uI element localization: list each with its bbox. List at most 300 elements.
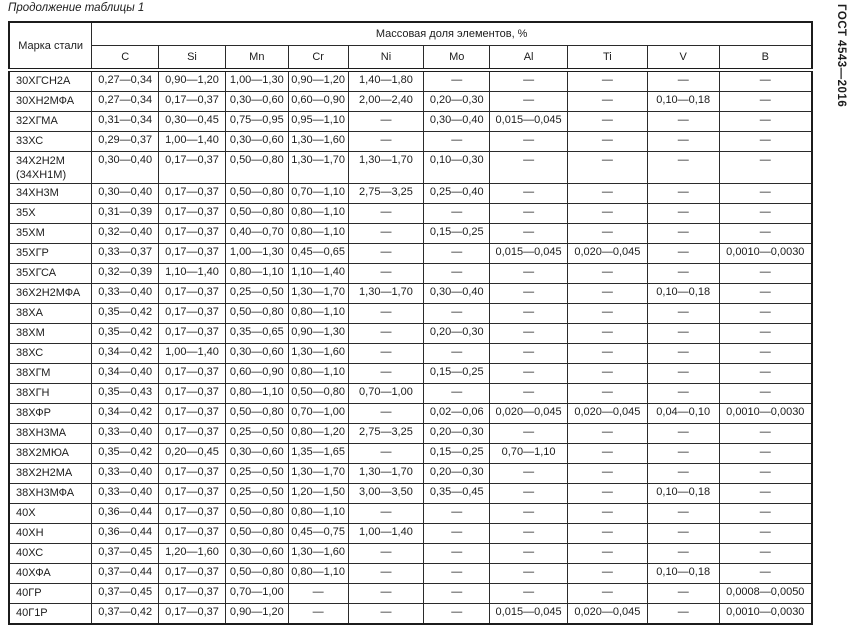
table-header-row-group (9, 22, 812, 46)
composition-value-cell: 0,90—1,20 (225, 604, 288, 625)
composition-value-cell: 0,20—0,30 (424, 424, 490, 444)
composition-value-cell: — (348, 604, 424, 625)
composition-value-cell: 0,50—0,80 (288, 384, 348, 404)
composition-value-cell: — (348, 404, 424, 424)
composition-value-cell: 0,015—0,045 (490, 604, 568, 625)
composition-value-cell: — (567, 424, 647, 444)
steel-grade-name: 34Х2Н2М (16, 155, 65, 167)
composition-value-cell: 0,20—0,45 (159, 444, 226, 464)
composition-value-cell: 0,17—0,37 (159, 152, 226, 184)
composition-value-cell: — (719, 324, 812, 344)
steel-grade-cell (9, 604, 92, 625)
composition-value-cell: 0,60—0,90 (288, 92, 348, 112)
composition-value-cell: 0,80—1,10 (225, 384, 288, 404)
composition-value-cell: — (647, 244, 719, 264)
steel-grade-name: 32ХГМА (16, 115, 58, 127)
table-row (9, 504, 812, 524)
composition-value-cell: — (490, 504, 568, 524)
composition-value-cell: 0,30—0,40 (424, 284, 490, 304)
composition-value-cell: 1,40—1,80 (348, 70, 424, 92)
composition-value-cell: 0,80—1,10 (288, 504, 348, 524)
composition-value-cell: — (348, 112, 424, 132)
composition-value-cell: 0,50—0,80 (225, 524, 288, 544)
composition-value-cell: 0,0010—0,0030 (719, 404, 812, 424)
composition-value-cell: 0,50—0,80 (225, 504, 288, 524)
composition-value-cell: — (567, 444, 647, 464)
composition-value-cell: — (647, 424, 719, 444)
steel-grade-name: 30ХГСН2А (16, 75, 71, 87)
composition-value-cell: — (490, 184, 568, 204)
steel-grade-cell (9, 444, 92, 464)
composition-value-cell: — (490, 584, 568, 604)
composition-value-cell: 0,35—0,45 (424, 484, 490, 504)
composition-value-cell: — (490, 304, 568, 324)
composition-value-cell: 0,30—0,60 (225, 132, 288, 152)
composition-value-cell: 0,27—0,34 (92, 70, 159, 92)
composition-value-cell: 0,34—0,40 (92, 364, 159, 384)
table-header (9, 22, 812, 70)
composition-value-cell: — (490, 264, 568, 284)
composition-value-cell: 0,40—0,70 (225, 224, 288, 244)
steel-grade-name: 38ХН3МФА (16, 487, 75, 499)
steel-composition-table (8, 21, 813, 625)
steel-grade-name: 38ХГН (16, 387, 50, 399)
composition-value-cell: — (647, 70, 719, 92)
column-header-element: Si (159, 46, 226, 71)
column-header-element: Ti (567, 46, 647, 71)
composition-value-cell: — (490, 464, 568, 484)
steel-grade-name: 40ХС (16, 547, 44, 559)
composition-value-cell: — (719, 152, 812, 184)
composition-value-cell: — (567, 464, 647, 484)
composition-value-cell: — (348, 584, 424, 604)
steel-grade-cell (9, 344, 92, 364)
composition-value-cell: 0,80—1,10 (288, 204, 348, 224)
composition-value-cell: — (348, 564, 424, 584)
table-row (9, 264, 812, 284)
table-row (9, 204, 812, 224)
composition-value-cell: — (424, 564, 490, 584)
composition-value-cell: 0,30—0,40 (92, 152, 159, 184)
composition-value-cell: 0,90—1,30 (288, 324, 348, 344)
table-row (9, 404, 812, 424)
composition-value-cell: — (288, 584, 348, 604)
composition-value-cell: 1,30—1,60 (288, 344, 348, 364)
composition-value-cell: 1,10—1,40 (159, 264, 226, 284)
composition-value-cell: 1,00—1,40 (348, 524, 424, 544)
steel-grade-cell (9, 364, 92, 384)
composition-value-cell: 0,33—0,40 (92, 424, 159, 444)
composition-value-cell: 0,17—0,37 (159, 284, 226, 304)
steel-grade-name: 38Х2МЮА (16, 447, 69, 459)
composition-value-cell: — (719, 344, 812, 364)
composition-value-cell: — (647, 264, 719, 284)
table-row (9, 132, 812, 152)
composition-value-cell: 0,0008—0,0050 (719, 584, 812, 604)
composition-value-cell: 0,90—1,20 (288, 70, 348, 92)
table-row (9, 344, 812, 364)
composition-value-cell: 0,0010—0,0030 (719, 244, 812, 264)
composition-value-cell: — (719, 70, 812, 92)
composition-value-cell: 0,45—0,65 (288, 244, 348, 264)
column-header-element: Al (490, 46, 568, 71)
composition-value-cell: — (424, 264, 490, 284)
composition-value-cell: — (719, 304, 812, 324)
table-row (9, 244, 812, 264)
composition-value-cell: 1,00—1,30 (225, 70, 288, 92)
steel-grade-cell (9, 404, 92, 424)
composition-value-cell: — (567, 584, 647, 604)
composition-value-cell: — (348, 364, 424, 384)
composition-value-cell: — (490, 324, 568, 344)
column-header-element: V (647, 46, 719, 71)
composition-value-cell: 0,17—0,37 (159, 564, 226, 584)
composition-value-cell: — (348, 264, 424, 284)
composition-value-cell: 0,17—0,37 (159, 244, 226, 264)
composition-value-cell: 0,25—0,50 (225, 464, 288, 484)
composition-value-cell: 1,30—1,70 (288, 152, 348, 184)
composition-value-cell: — (567, 344, 647, 364)
composition-value-cell: — (490, 132, 568, 152)
composition-value-cell: 0,30—0,60 (225, 544, 288, 564)
table-header-row-elements (9, 46, 812, 71)
composition-value-cell: 0,75—0,95 (225, 112, 288, 132)
column-header-element: C (92, 46, 159, 71)
table-row (9, 424, 812, 444)
composition-value-cell: — (348, 204, 424, 224)
composition-value-cell: — (647, 112, 719, 132)
column-header-element: Cr (288, 46, 348, 71)
composition-value-cell: 1,20—1,60 (159, 544, 226, 564)
table-row (9, 544, 812, 564)
composition-value-cell: 0,30—0,40 (424, 112, 490, 132)
composition-value-cell: 0,35—0,42 (92, 304, 159, 324)
composition-value-cell: 0,20—0,30 (424, 464, 490, 484)
composition-value-cell: — (567, 484, 647, 504)
composition-value-cell: 1,30—1,70 (348, 284, 424, 304)
composition-value-cell: — (647, 344, 719, 364)
composition-value-cell: 0,17—0,37 (159, 604, 226, 625)
steel-grade-name: 34ХН3М (16, 187, 59, 199)
composition-value-cell: 0,35—0,43 (92, 384, 159, 404)
composition-value-cell: — (719, 284, 812, 304)
composition-value-cell: — (647, 604, 719, 625)
steel-grade-name: 40Г1Р (16, 607, 48, 619)
composition-value-cell: — (567, 264, 647, 284)
composition-value-cell: 1,00—1,40 (159, 344, 226, 364)
table-row (9, 464, 812, 484)
composition-value-cell: — (348, 132, 424, 152)
composition-value-cell: — (348, 504, 424, 524)
composition-value-cell: 0,17—0,37 (159, 424, 226, 444)
steel-grade-cell (9, 544, 92, 564)
composition-value-cell: — (567, 284, 647, 304)
steel-grade-cell (9, 184, 92, 204)
steel-grade-name: 38Х2Н2МА (16, 467, 73, 479)
composition-value-cell: — (567, 304, 647, 324)
steel-grade-cell (9, 464, 92, 484)
composition-value-cell: 1,20—1,50 (288, 484, 348, 504)
composition-value-cell: — (647, 544, 719, 564)
composition-value-cell: 0,37—0,44 (92, 564, 159, 584)
steel-grade-name: 38ХГМ (16, 367, 51, 379)
steel-grade-name: 38ХА (16, 307, 43, 319)
composition-value-cell: — (567, 204, 647, 224)
steel-grade-name: 40ГР (16, 587, 42, 599)
steel-grade-cell (9, 504, 92, 524)
composition-value-cell: 0,25—0,50 (225, 284, 288, 304)
composition-value-cell: 0,20—0,30 (424, 324, 490, 344)
composition-value-cell: 0,50—0,80 (225, 304, 288, 324)
steel-grade-cell (9, 304, 92, 324)
column-header-element: Mn (225, 46, 288, 71)
column-header-element: Ni (348, 46, 424, 71)
composition-value-cell: 0,34—0,42 (92, 404, 159, 424)
composition-value-cell: 0,30—0,60 (225, 344, 288, 364)
composition-value-cell: 0,17—0,37 (159, 92, 226, 112)
composition-value-cell: — (490, 564, 568, 584)
composition-value-cell: 0,32—0,40 (92, 224, 159, 244)
composition-value-cell: 0,17—0,37 (159, 364, 226, 384)
composition-value-cell: — (424, 604, 490, 625)
table-row (9, 112, 812, 132)
steel-grade-name: 38ХН3МА (16, 427, 67, 439)
composition-value-cell: 1,30—1,70 (348, 152, 424, 184)
composition-value-cell: 0,33—0,40 (92, 484, 159, 504)
composition-value-cell: 0,80—1,10 (288, 304, 348, 324)
composition-value-cell: — (719, 504, 812, 524)
composition-value-cell: 0,50—0,80 (225, 204, 288, 224)
table-row (9, 524, 812, 544)
composition-value-cell: — (647, 444, 719, 464)
steel-grade-cell (9, 284, 92, 304)
composition-value-cell: — (647, 324, 719, 344)
composition-value-cell: — (647, 524, 719, 544)
composition-value-cell: — (490, 204, 568, 224)
composition-value-cell: 0,33—0,40 (92, 464, 159, 484)
composition-value-cell: 0,10—0,18 (647, 92, 719, 112)
composition-value-cell: — (490, 384, 568, 404)
composition-value-cell: — (719, 384, 812, 404)
composition-value-cell: — (490, 364, 568, 384)
table-row (9, 444, 812, 464)
steel-grade-name: 35ХМ (16, 227, 45, 239)
composition-value-cell: — (719, 524, 812, 544)
steel-grade-name: 30ХН2МФА (16, 95, 75, 107)
table-row (9, 304, 812, 324)
composition-value-cell: 3,00—3,50 (348, 484, 424, 504)
composition-value-cell: 1,10—1,40 (288, 264, 348, 284)
composition-value-cell: — (719, 224, 812, 244)
column-header-element: B (719, 46, 812, 71)
composition-value-cell: 1,30—1,70 (348, 464, 424, 484)
composition-value-cell: 0,17—0,37 (159, 304, 226, 324)
composition-value-cell: 0,37—0,45 (92, 584, 159, 604)
steel-grade-cell (9, 384, 92, 404)
composition-value-cell: — (490, 544, 568, 564)
composition-value-cell: 0,70—1,10 (490, 444, 568, 464)
composition-value-cell: — (348, 344, 424, 364)
composition-value-cell: — (647, 152, 719, 184)
composition-value-cell: — (490, 152, 568, 184)
composition-value-cell: 0,04—0,10 (647, 404, 719, 424)
composition-value-cell: — (424, 384, 490, 404)
composition-value-cell: 0,37—0,42 (92, 604, 159, 625)
steel-grade-name: 36Х2Н2МФА (16, 287, 81, 299)
composition-value-cell: 0,15—0,25 (424, 444, 490, 464)
steel-grade-cell (9, 224, 92, 244)
composition-value-cell: — (567, 544, 647, 564)
composition-value-cell: — (490, 70, 568, 92)
composition-value-cell: — (567, 564, 647, 584)
steel-grade-alt-name: (34ХН1М) (16, 169, 67, 181)
steel-grade-cell (9, 324, 92, 344)
table-row (9, 604, 812, 625)
composition-value-cell: 0,020—0,045 (490, 404, 568, 424)
composition-value-cell: — (719, 544, 812, 564)
composition-value-cell: — (348, 324, 424, 344)
composition-value-cell: — (424, 244, 490, 264)
composition-value-cell: — (424, 544, 490, 564)
steel-grade-cell (9, 484, 92, 504)
table-continuation-title: Продолжение таблицы 1 (8, 2, 145, 14)
composition-value-cell: 0,70—1,00 (288, 404, 348, 424)
composition-value-cell: 0,17—0,37 (159, 484, 226, 504)
composition-value-cell: 0,20—0,30 (424, 92, 490, 112)
composition-value-cell: 0,30—0,60 (225, 444, 288, 464)
composition-value-cell: — (719, 112, 812, 132)
steel-grade-name: 40ХФА (16, 567, 51, 579)
composition-value-cell: — (490, 424, 568, 444)
composition-value-cell: 0,17—0,37 (159, 384, 226, 404)
composition-value-cell: — (567, 364, 647, 384)
steel-grade-cell (9, 564, 92, 584)
steel-grade-cell (9, 70, 92, 92)
composition-value-cell: 0,70—1,00 (225, 584, 288, 604)
steel-grade-cell (9, 132, 92, 152)
composition-value-cell: — (567, 92, 647, 112)
composition-value-cell: 0,80—1,10 (288, 564, 348, 584)
composition-value-cell: 1,35—1,65 (288, 444, 348, 464)
steel-grade-cell (9, 264, 92, 284)
composition-value-cell: 1,30—1,60 (288, 544, 348, 564)
composition-value-cell: 0,02—0,06 (424, 404, 490, 424)
composition-value-cell: — (719, 364, 812, 384)
table-row (9, 364, 812, 384)
steel-grade-name: 38ХФР (16, 407, 51, 419)
composition-value-cell: 0,37—0,45 (92, 544, 159, 564)
table-body (9, 70, 812, 624)
composition-value-cell: — (490, 484, 568, 504)
composition-value-cell: — (719, 92, 812, 112)
composition-value-cell: 0,45—0,75 (288, 524, 348, 544)
composition-value-cell: — (424, 524, 490, 544)
steel-grade-cell (9, 204, 92, 224)
composition-value-cell: 0,36—0,44 (92, 524, 159, 544)
table-row (9, 484, 812, 504)
composition-value-cell: 0,10—0,18 (647, 284, 719, 304)
composition-value-cell: 0,90—1,20 (159, 70, 226, 92)
composition-value-cell: 0,15—0,25 (424, 364, 490, 384)
column-header-elements-group: Массовая доля элементов, % (92, 22, 812, 46)
composition-value-cell: — (567, 184, 647, 204)
composition-value-cell: — (719, 204, 812, 224)
steel-grade-cell (9, 244, 92, 264)
composition-value-cell: 0,80—1,10 (288, 364, 348, 384)
composition-value-cell: 0,80—1,20 (288, 424, 348, 444)
steel-grade-name: 40Х (16, 507, 36, 519)
column-header-grade: Марка стали (9, 22, 92, 70)
table-row (9, 70, 812, 92)
composition-value-cell: — (490, 524, 568, 544)
composition-value-cell: — (567, 524, 647, 544)
table-row (9, 564, 812, 584)
composition-value-cell: 0,36—0,44 (92, 504, 159, 524)
composition-value-cell: — (567, 384, 647, 404)
composition-value-cell: — (647, 204, 719, 224)
composition-value-cell: — (719, 564, 812, 584)
composition-value-cell: — (719, 464, 812, 484)
document-code-vertical-label: ГОСТ 4543—2016 (835, 4, 847, 108)
composition-value-cell: 0,15—0,25 (424, 224, 490, 244)
composition-value-cell: 0,020—0,045 (567, 244, 647, 264)
composition-value-cell: 0,29—0,37 (92, 132, 159, 152)
composition-value-cell: — (288, 604, 348, 625)
composition-value-cell: 0,30—0,60 (225, 92, 288, 112)
composition-value-cell: 0,0010—0,0030 (719, 604, 812, 625)
composition-value-cell: — (490, 224, 568, 244)
steel-grade-name: 40ХН (16, 527, 44, 539)
composition-value-cell: 0,50—0,80 (225, 184, 288, 204)
composition-value-cell: 0,25—0,40 (424, 184, 490, 204)
composition-value-cell: 0,35—0,42 (92, 324, 159, 344)
composition-value-cell: 2,75—3,25 (348, 184, 424, 204)
composition-value-cell: 1,00—1,30 (225, 244, 288, 264)
composition-value-cell: 0,50—0,80 (225, 152, 288, 184)
composition-value-cell: — (348, 544, 424, 564)
composition-value-cell: — (647, 364, 719, 384)
composition-value-cell: 0,30—0,45 (159, 112, 226, 132)
composition-value-cell: 1,00—1,40 (159, 132, 226, 152)
composition-value-cell: — (567, 132, 647, 152)
composition-value-cell: 0,33—0,40 (92, 284, 159, 304)
composition-value-cell: 0,50—0,80 (225, 564, 288, 584)
column-header-element: Mo (424, 46, 490, 71)
composition-value-cell: 0,015—0,045 (490, 244, 568, 264)
composition-value-cell: 0,60—0,90 (225, 364, 288, 384)
composition-value-cell: 0,10—0,18 (647, 484, 719, 504)
composition-value-cell: 0,32—0,39 (92, 264, 159, 284)
steel-grade-cell (9, 584, 92, 604)
composition-value-cell: — (647, 184, 719, 204)
composition-value-cell: 0,17—0,37 (159, 224, 226, 244)
composition-value-cell: — (348, 444, 424, 464)
composition-value-cell: 0,10—0,30 (424, 152, 490, 184)
composition-value-cell: — (719, 132, 812, 152)
composition-value-cell: — (647, 224, 719, 244)
table-row (9, 324, 812, 344)
composition-value-cell: — (490, 344, 568, 364)
composition-value-cell: — (348, 304, 424, 324)
composition-value-cell: — (647, 384, 719, 404)
composition-value-cell: 0,17—0,37 (159, 204, 226, 224)
composition-value-cell: 0,95—1,10 (288, 112, 348, 132)
composition-value-cell: — (719, 424, 812, 444)
steel-grade-name: 35ХГР (16, 247, 49, 259)
steel-grade-cell (9, 152, 92, 184)
composition-value-cell: — (719, 184, 812, 204)
table-row (9, 584, 812, 604)
